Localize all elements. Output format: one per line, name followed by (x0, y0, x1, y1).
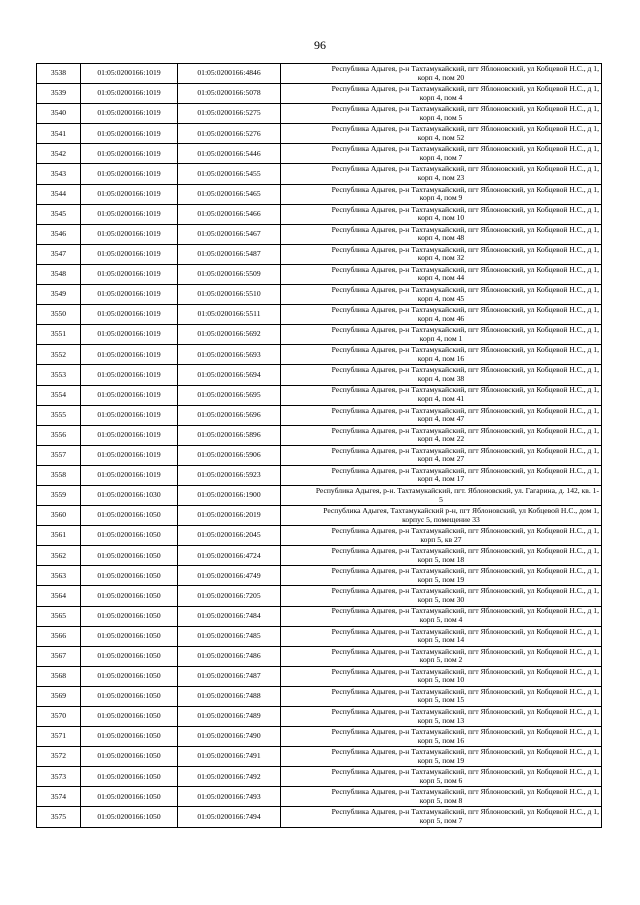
address-cell (281, 84, 602, 104)
address-cell (281, 264, 602, 284)
row-number-cell: 3558 (37, 465, 81, 485)
address-line-1: Республика Адыгея, р-н Тахтамукайский, пгт Яблоновский, ул Кобцевой Н.С., д 1, (331, 586, 599, 596)
address-line-1: Республика Адыгея, р-н Тахтамукайский, пгт Яблоновский, ул Кобцевой Н.С., д 1, (331, 124, 599, 134)
quarter-cadastral-number-cell: 01:05:0200166:1019 (81, 64, 178, 84)
address-line-2: корп 5, пом 10 (417, 675, 465, 685)
address-line-2: корп 4, пом 20 (417, 72, 465, 82)
table-row (37, 506, 602, 526)
object-cadastral-number-cell: 01:05:0200166:7484 (178, 606, 281, 626)
row-number-cell: 3568 (37, 666, 81, 686)
address-cell (281, 586, 602, 606)
object-cadastral-number-cell: 01:05:0200166:7488 (178, 686, 281, 706)
address-cell (281, 666, 602, 686)
address-line-1: Республика Адыгея, р-н Тахтамукайский, пгт Яблоновский, ул Кобцевой Н.С., д 1, (331, 566, 599, 576)
table-row (37, 807, 602, 827)
quarter-cadastral-number-cell: 01:05:0200166:1019 (81, 285, 178, 305)
row-number-cell: 3571 (37, 727, 81, 747)
quarter-cadastral-number-cell: 01:05:0200166:1050 (81, 586, 178, 606)
address-line-2: корп 4, пом 4 (419, 92, 463, 102)
address-line-1: Республика Адыгея, р-н Тахтамукайский, пгт Яблоновский, ул Кобцевой Н.С., д 1, (331, 526, 599, 536)
object-cadastral-number-cell: 01:05:0200166:5487 (178, 244, 281, 264)
address-cell (281, 405, 602, 425)
row-number-cell: 3572 (37, 747, 81, 767)
row-number-cell: 3546 (37, 224, 81, 244)
object-cadastral-number-cell: 01:05:0200166:4724 (178, 546, 281, 566)
quarter-cadastral-number-cell: 01:05:0200166:1050 (81, 787, 178, 807)
row-number-cell: 3550 (37, 305, 81, 325)
object-cadastral-number-cell: 01:05:0200166:5906 (178, 445, 281, 465)
table-row (37, 405, 602, 425)
quarter-cadastral-number-cell: 01:05:0200166:1050 (81, 626, 178, 646)
row-number-cell: 3567 (37, 646, 81, 666)
object-cadastral-number-cell: 01:05:0200166:5693 (178, 345, 281, 365)
object-cadastral-number-cell: 01:05:0200166:7492 (178, 767, 281, 787)
table-row (37, 345, 602, 365)
address-line-1: Республика Адыгея, р-н Тахтамукайский, пгт Яблоновский, ул Кобцевой Н.С., д 1, (331, 84, 599, 94)
table-row (37, 727, 602, 747)
address-line-1: Республика Адыгея, р-н Тахтамукайский, пгт Яблоновский, ул Кобцевой Н.С., д 1, (331, 465, 599, 475)
table-row (37, 425, 602, 445)
object-cadastral-number-cell: 01:05:0200166:5466 (178, 204, 281, 224)
object-cadastral-number-cell: 01:05:0200166:7487 (178, 666, 281, 686)
object-cadastral-number-cell: 01:05:0200166:7486 (178, 646, 281, 666)
object-cadastral-number-cell: 01:05:0200166:7490 (178, 727, 281, 747)
table-row (37, 707, 602, 727)
object-cadastral-number-cell: 01:05:0200166:5695 (178, 385, 281, 405)
address-cell (281, 204, 602, 224)
quarter-cadastral-number-cell: 01:05:0200166:1050 (81, 546, 178, 566)
row-number-cell: 3543 (37, 164, 81, 184)
quarter-cadastral-number-cell: 01:05:0200166:1019 (81, 244, 178, 264)
address-line-1: Республика Адыгея, р-н Тахтамукайский, пгт Яблоновский, ул Кобцевой Н.С., д 1, (331, 244, 599, 254)
row-number-cell: 3548 (37, 264, 81, 284)
table-body (37, 64, 602, 828)
address-line-2: корп 4, пом 23 (417, 173, 465, 183)
row-number-cell: 3561 (37, 526, 81, 546)
row-number-cell: 3538 (37, 64, 81, 84)
address-line-1: Республика Адыгея, р-н Тахтамукайский, пгт Яблоновский, ул Кобцевой Н.С., д 1, (331, 365, 599, 375)
table-row (37, 124, 602, 144)
address-cell (281, 707, 602, 727)
object-cadastral-number-cell: 01:05:0200166:4749 (178, 566, 281, 586)
quarter-cadastral-number-cell: 01:05:0200166:1050 (81, 686, 178, 706)
object-cadastral-number-cell: 01:05:0200166:5275 (178, 104, 281, 124)
row-number-cell: 3559 (37, 485, 81, 505)
quarter-cadastral-number-cell: 01:05:0200166:1050 (81, 666, 178, 686)
object-cadastral-number-cell: 01:05:0200166:5509 (178, 264, 281, 284)
address-cell (281, 144, 602, 164)
address-line-1: Республика Адыгея, р-н Тахтамукайский, пгт Яблоновский, ул Кобцевой Н.С., д 1, (331, 204, 599, 214)
row-number-cell: 3540 (37, 104, 81, 124)
address-line-1: Республика Адыгея, р-н Тахтамукайский, пгт Яблоновский, ул Кобцевой Н.С., д 1, (331, 325, 599, 335)
table-row (37, 144, 602, 164)
row-number-cell: 3563 (37, 566, 81, 586)
object-cadastral-number-cell: 01:05:0200166:5276 (178, 124, 281, 144)
object-cadastral-number-cell: 01:05:0200166:2019 (178, 506, 281, 526)
row-number-cell: 3542 (37, 144, 81, 164)
address-cell (281, 485, 602, 505)
quarter-cadastral-number-cell: 01:05:0200166:1019 (81, 465, 178, 485)
address-cell (281, 606, 602, 626)
address-line-2: корп 4, пом 32 (417, 253, 465, 263)
table-row (37, 104, 602, 124)
quarter-cadastral-number-cell: 01:05:0200166:1019 (81, 164, 178, 184)
quarter-cadastral-number-cell: 01:05:0200166:1019 (81, 345, 178, 365)
address-line-1: Республика Адыгея, р-н Тахтамукайский, пгт Яблоновский, ул Кобцевой Н.С., д 1, (331, 767, 599, 777)
address-line-2: корп 4, пом 17 (417, 474, 465, 484)
address-cell (281, 646, 602, 666)
table-row (37, 385, 602, 405)
address-cell (281, 566, 602, 586)
quarter-cadastral-number-cell: 01:05:0200166:1019 (81, 84, 178, 104)
object-cadastral-number-cell: 01:05:0200166:5696 (178, 405, 281, 425)
address-line-1: Республика Адыгея, р-н Тахтамукайский, пгт Яблоновский, ул Кобцевой Н.С., д 1, (331, 666, 599, 676)
address-cell (281, 747, 602, 767)
address-cell (281, 124, 602, 144)
row-number-cell: 3545 (37, 204, 81, 224)
quarter-cadastral-number-cell: 01:05:0200166:1019 (81, 425, 178, 445)
row-number-cell: 3547 (37, 244, 81, 264)
table-row (37, 767, 602, 787)
quarter-cadastral-number-cell: 01:05:0200166:1019 (81, 445, 178, 465)
address-line-1: Республика Адыгея, р-н Тахтамукайский, пгт Яблоновский, ул Кобцевой Н.С., д 1, (331, 747, 599, 757)
object-cadastral-number-cell: 01:05:0200166:2045 (178, 526, 281, 546)
address-line-1: Республика Адыгея, р-н Тахтамукайский, пгт Яблоновский, ул Кобцевой Н.С., д 1, (331, 104, 599, 114)
address-cell (281, 465, 602, 485)
quarter-cadastral-number-cell: 01:05:0200166:1019 (81, 325, 178, 345)
address-cell (281, 345, 602, 365)
table-row (37, 606, 602, 626)
quarter-cadastral-number-cell: 01:05:0200166:1019 (81, 144, 178, 164)
row-number-cell: 3551 (37, 325, 81, 345)
object-cadastral-number-cell: 01:05:0200166:5078 (178, 84, 281, 104)
address-line-1: Республика Адыгея, р-н Тахтамукайский, пгт Яблоновский, ул Кобцевой Н.С., д 1, (331, 144, 599, 154)
address-line-1: Республика Адыгея, р-н Тахтамукайский, пгт Яблоновский, ул Кобцевой Н.С., д 1, (331, 646, 599, 656)
address-line-2: корп 5, пом 19 (417, 755, 465, 765)
row-number-cell: 3541 (37, 124, 81, 144)
quarter-cadastral-number-cell: 01:05:0200166:1019 (81, 264, 178, 284)
address-line-1: Республика Адыгея, р-н Тахтамукайский, пгт Яблоновский, ул Кобцевой Н.С., д 1, (331, 727, 599, 737)
quarter-cadastral-number-cell: 01:05:0200166:1030 (81, 485, 178, 505)
address-line-2: корп 4, пом 22 (417, 434, 465, 444)
quarter-cadastral-number-cell: 01:05:0200166:1050 (81, 566, 178, 586)
table-row (37, 485, 602, 505)
quarter-cadastral-number-cell: 01:05:0200166:1050 (81, 767, 178, 787)
address-cell (281, 546, 602, 566)
address-line-2: корп 4, пом 1 (419, 333, 463, 343)
address-line-1: Республика Адыгея, р-н. Тахтамукайский, пгт. Яблоновский, ул. Гагарина, д. 142, кв. 1- (315, 485, 599, 495)
address-cell (281, 686, 602, 706)
row-number-cell: 3553 (37, 365, 81, 385)
row-number-cell: 3564 (37, 586, 81, 606)
row-number-cell: 3556 (37, 425, 81, 445)
object-cadastral-number-cell: 01:05:0200166:5446 (178, 144, 281, 164)
address-cell (281, 325, 602, 345)
table-row (37, 747, 602, 767)
table-row (37, 204, 602, 224)
table-row (37, 646, 602, 666)
address-cell (281, 445, 602, 465)
row-number-cell: 3555 (37, 405, 81, 425)
quarter-cadastral-number-cell: 01:05:0200166:1019 (81, 124, 178, 144)
row-number-cell: 3544 (37, 184, 81, 204)
address-line-1: Республика Адыгея, р-н Тахтамукайский, пгт Яблоновский, ул Кобцевой Н.С., д 1, (331, 425, 599, 435)
address-line-1: Республика Адыгея, Тахтамукайский р-н, пгт Яблоновский, ул Кобцевой Н.С., дом 1, (323, 506, 599, 516)
table-row (37, 586, 602, 606)
address-line-1: Республика Адыгея, р-н Тахтамукайский, пгт Яблоновский, ул Кобцевой Н.С., д 1, (331, 606, 599, 616)
object-cadastral-number-cell: 01:05:0200166:5923 (178, 465, 281, 485)
address-line-2: корп 5, пом 30 (417, 594, 465, 604)
quarter-cadastral-number-cell: 01:05:0200166:1019 (81, 385, 178, 405)
table-row (37, 546, 602, 566)
table-row (37, 686, 602, 706)
cadastral-table (36, 63, 602, 828)
address-cell (281, 285, 602, 305)
object-cadastral-number-cell: 01:05:0200166:7205 (178, 586, 281, 606)
row-number-cell: 3552 (37, 345, 81, 365)
object-cadastral-number-cell: 01:05:0200166:7493 (178, 787, 281, 807)
quarter-cadastral-number-cell: 01:05:0200166:1050 (81, 606, 178, 626)
row-number-cell: 3575 (37, 807, 81, 827)
quarter-cadastral-number-cell: 01:05:0200166:1019 (81, 224, 178, 244)
address-line-2: корп 4, пом 38 (417, 373, 465, 383)
address-line-2: корп 4, пом 47 (417, 414, 465, 424)
address-line-1: Республика Адыгея, р-н Тахтамукайский, пгт Яблоновский, ул Кобцевой Н.С., д 1, (331, 807, 599, 817)
address-line-2: корп 4, пом 41 (417, 394, 465, 404)
address-cell (281, 184, 602, 204)
address-line-2: корп 4, пом 9 (419, 193, 463, 203)
address-line-1: Республика Адыгея, р-н Тахтамукайский, пгт Яблоновский, ул Кобцевой Н.С., д 1, (331, 445, 599, 455)
row-number-cell: 3570 (37, 707, 81, 727)
address-line-2: корп 5, пом 8 (419, 795, 463, 805)
row-number-cell: 3569 (37, 686, 81, 706)
address-cell (281, 727, 602, 747)
address-line-1: Республика Адыгея, р-н Тахтамукайский, пгт Яблоновский, ул Кобцевой Н.С., д 1, (331, 405, 599, 415)
table-row (37, 285, 602, 305)
address-cell (281, 104, 602, 124)
address-line-2: корп 4, пом 45 (417, 293, 465, 303)
table-row (37, 626, 602, 646)
object-cadastral-number-cell: 01:05:0200166:5455 (178, 164, 281, 184)
address-line-2: корп 4, пом 46 (417, 313, 465, 323)
row-number-cell: 3560 (37, 506, 81, 526)
table-row (37, 244, 602, 264)
address-line-1: Республика Адыгея, р-н Тахтамукайский, пгт Яблоновский, ул Кобцевой Н.С., д 1, (331, 787, 599, 797)
row-number-cell: 3565 (37, 606, 81, 626)
address-line-1: Республика Адыгея, р-н Тахтамукайский, пгт Яблоновский, ул Кобцевой Н.С., д 1, (331, 626, 599, 636)
table-row (37, 305, 602, 325)
address-line-2: 5 (439, 494, 443, 504)
table-row (37, 465, 602, 485)
address-line-2: корп 4, пом 48 (417, 233, 465, 243)
row-number-cell: 3573 (37, 767, 81, 787)
address-line-2: корп 5, пом 16 (417, 735, 465, 745)
address-line-2: корпус 5, помещение 33 (402, 514, 480, 524)
address-line-1: Республика Адыгея, р-н Тахтамукайский, пгт Яблоновский, ул Кобцевой Н.С., д 1, (331, 184, 599, 194)
address-cell (281, 807, 602, 827)
address-line-2: корп 5, пом 19 (417, 574, 465, 584)
address-cell (281, 626, 602, 646)
address-line-2: корп 5, пом 2 (419, 655, 463, 665)
address-cell (281, 787, 602, 807)
address-line-2: корп 5, пом 18 (417, 554, 465, 564)
address-cell (281, 385, 602, 405)
address-line-2: корп 5, пом 6 (419, 775, 463, 785)
quarter-cadastral-number-cell: 01:05:0200166:1050 (81, 747, 178, 767)
row-number-cell: 3554 (37, 385, 81, 405)
address-cell (281, 164, 602, 184)
address-line-2: корп 4, пом 5 (419, 112, 463, 122)
row-number-cell: 3557 (37, 445, 81, 465)
address-line-2: корп 4, пом 44 (417, 273, 465, 283)
object-cadastral-number-cell: 01:05:0200166:7485 (178, 626, 281, 646)
address-cell (281, 425, 602, 445)
table-row (37, 64, 602, 84)
table-row (37, 164, 602, 184)
address-cell (281, 224, 602, 244)
address-line-2: корп 4, пом 7 (419, 152, 463, 162)
object-cadastral-number-cell: 01:05:0200166:5896 (178, 425, 281, 445)
address-cell (281, 64, 602, 84)
address-cell (281, 365, 602, 385)
table-row (37, 666, 602, 686)
address-line-1: Республика Адыгея, р-н Тахтамукайский, пгт Яблоновский, ул Кобцевой Н.С., д 1, (331, 164, 599, 174)
address-cell (281, 526, 602, 546)
table-row (37, 184, 602, 204)
address-line-1: Республика Адыгея, р-н Тахтамукайский, пгт Яблоновский, ул Кобцевой Н.С., д 1, (331, 224, 599, 234)
table-row (37, 264, 602, 284)
row-number-cell: 3562 (37, 546, 81, 566)
object-cadastral-number-cell: 01:05:0200166:5465 (178, 184, 281, 204)
quarter-cadastral-number-cell: 01:05:0200166:1050 (81, 506, 178, 526)
object-cadastral-number-cell: 01:05:0200166:5694 (178, 365, 281, 385)
object-cadastral-number-cell: 01:05:0200166:5467 (178, 224, 281, 244)
quarter-cadastral-number-cell: 01:05:0200166:1019 (81, 184, 178, 204)
page-number: 96 (314, 38, 326, 52)
address-line-1: Республика Адыгея, р-н Тахтамукайский, пгт Яблоновский, ул Кобцевой Н.С., д 1, (331, 63, 599, 73)
address-line-2: корп 4, пом 52 (417, 132, 465, 142)
quarter-cadastral-number-cell: 01:05:0200166:1019 (81, 204, 178, 224)
address-line-1: Республика Адыгея, р-н Тахтамукайский, пгт Яблоновский, ул Кобцевой Н.С., д 1, (331, 305, 599, 315)
quarter-cadastral-number-cell: 01:05:0200166:1050 (81, 727, 178, 747)
address-line-2: корп 4, пом 27 (417, 454, 465, 464)
table-row (37, 325, 602, 345)
address-line-2: корп 5, пом 13 (417, 715, 465, 725)
table-row (37, 365, 602, 385)
address-line-1: Республика Адыгея, р-н Тахтамукайский, пгт Яблоновский, ул Кобцевой Н.С., д 1, (331, 706, 599, 716)
address-line-1: Республика Адыгея, р-н Тахтамукайский, пгт Яблоновский, ул Кобцевой Н.С., д 1, (331, 385, 599, 395)
row-number-cell: 3539 (37, 84, 81, 104)
quarter-cadastral-number-cell: 01:05:0200166:1050 (81, 807, 178, 827)
table-row (37, 526, 602, 546)
address-line-2: корп 5, пом 4 (419, 615, 463, 625)
address-line-2: корп 4, пом 10 (417, 213, 465, 223)
quarter-cadastral-number-cell: 01:05:0200166:1019 (81, 305, 178, 325)
row-number-cell: 3566 (37, 626, 81, 646)
address-line-1: Республика Адыгея, р-н Тахтамукайский, пгт Яблоновский, ул Кобцевой Н.С., д 1, (331, 345, 599, 355)
quarter-cadastral-number-cell: 01:05:0200166:1019 (81, 405, 178, 425)
object-cadastral-number-cell: 01:05:0200166:5510 (178, 285, 281, 305)
object-cadastral-number-cell: 01:05:0200166:1900 (178, 485, 281, 505)
object-cadastral-number-cell: 01:05:0200166:7491 (178, 747, 281, 767)
table-row (37, 787, 602, 807)
quarter-cadastral-number-cell: 01:05:0200166:1019 (81, 365, 178, 385)
object-cadastral-number-cell: 01:05:0200166:5511 (178, 305, 281, 325)
address-line-2: корп 5, пом 14 (417, 635, 465, 645)
object-cadastral-number-cell: 01:05:0200166:5692 (178, 325, 281, 345)
quarter-cadastral-number-cell: 01:05:0200166:1050 (81, 646, 178, 666)
object-cadastral-number-cell: 01:05:0200166:4846 (178, 64, 281, 84)
object-cadastral-number-cell: 01:05:0200166:7489 (178, 707, 281, 727)
address-line-2: корп 5, пом 7 (419, 816, 463, 826)
address-line-2: корп 5, пом 15 (417, 695, 465, 705)
address-line-1: Республика Адыгея, р-н Тахтамукайский, пгт Яблоновский, ул Кобцевой Н.С., д 1, (331, 264, 599, 274)
row-number-cell: 3549 (37, 285, 81, 305)
table-row (37, 566, 602, 586)
quarter-cadastral-number-cell: 01:05:0200166:1050 (81, 526, 178, 546)
address-cell (281, 767, 602, 787)
address-line-1: Республика Адыгея, р-н Тахтамукайский, пгт Яблоновский, ул Кобцевой Н.С., д 1, (331, 546, 599, 556)
address-line-1: Республика Адыгея, р-н Тахтамукайский, пгт Яблоновский, ул Кобцевой Н.С., д 1, (331, 284, 599, 294)
quarter-cadastral-number-cell: 01:05:0200166:1050 (81, 707, 178, 727)
address-line-2: корп 5, кв 27 (420, 534, 462, 544)
address-cell (281, 506, 602, 526)
address-line-1: Республика Адыгея, р-н Тахтамукайский, пгт Яблоновский, ул Кобцевой Н.С., д 1, (331, 686, 599, 696)
table-row (37, 445, 602, 465)
address-line-2: корп 4, пом 16 (417, 353, 465, 363)
address-cell (281, 244, 602, 264)
quarter-cadastral-number-cell: 01:05:0200166:1019 (81, 104, 178, 124)
object-cadastral-number-cell: 01:05:0200166:7494 (178, 807, 281, 827)
table-row (37, 224, 602, 244)
row-number-cell: 3574 (37, 787, 81, 807)
table-row (37, 84, 602, 104)
address-cell (281, 305, 602, 325)
